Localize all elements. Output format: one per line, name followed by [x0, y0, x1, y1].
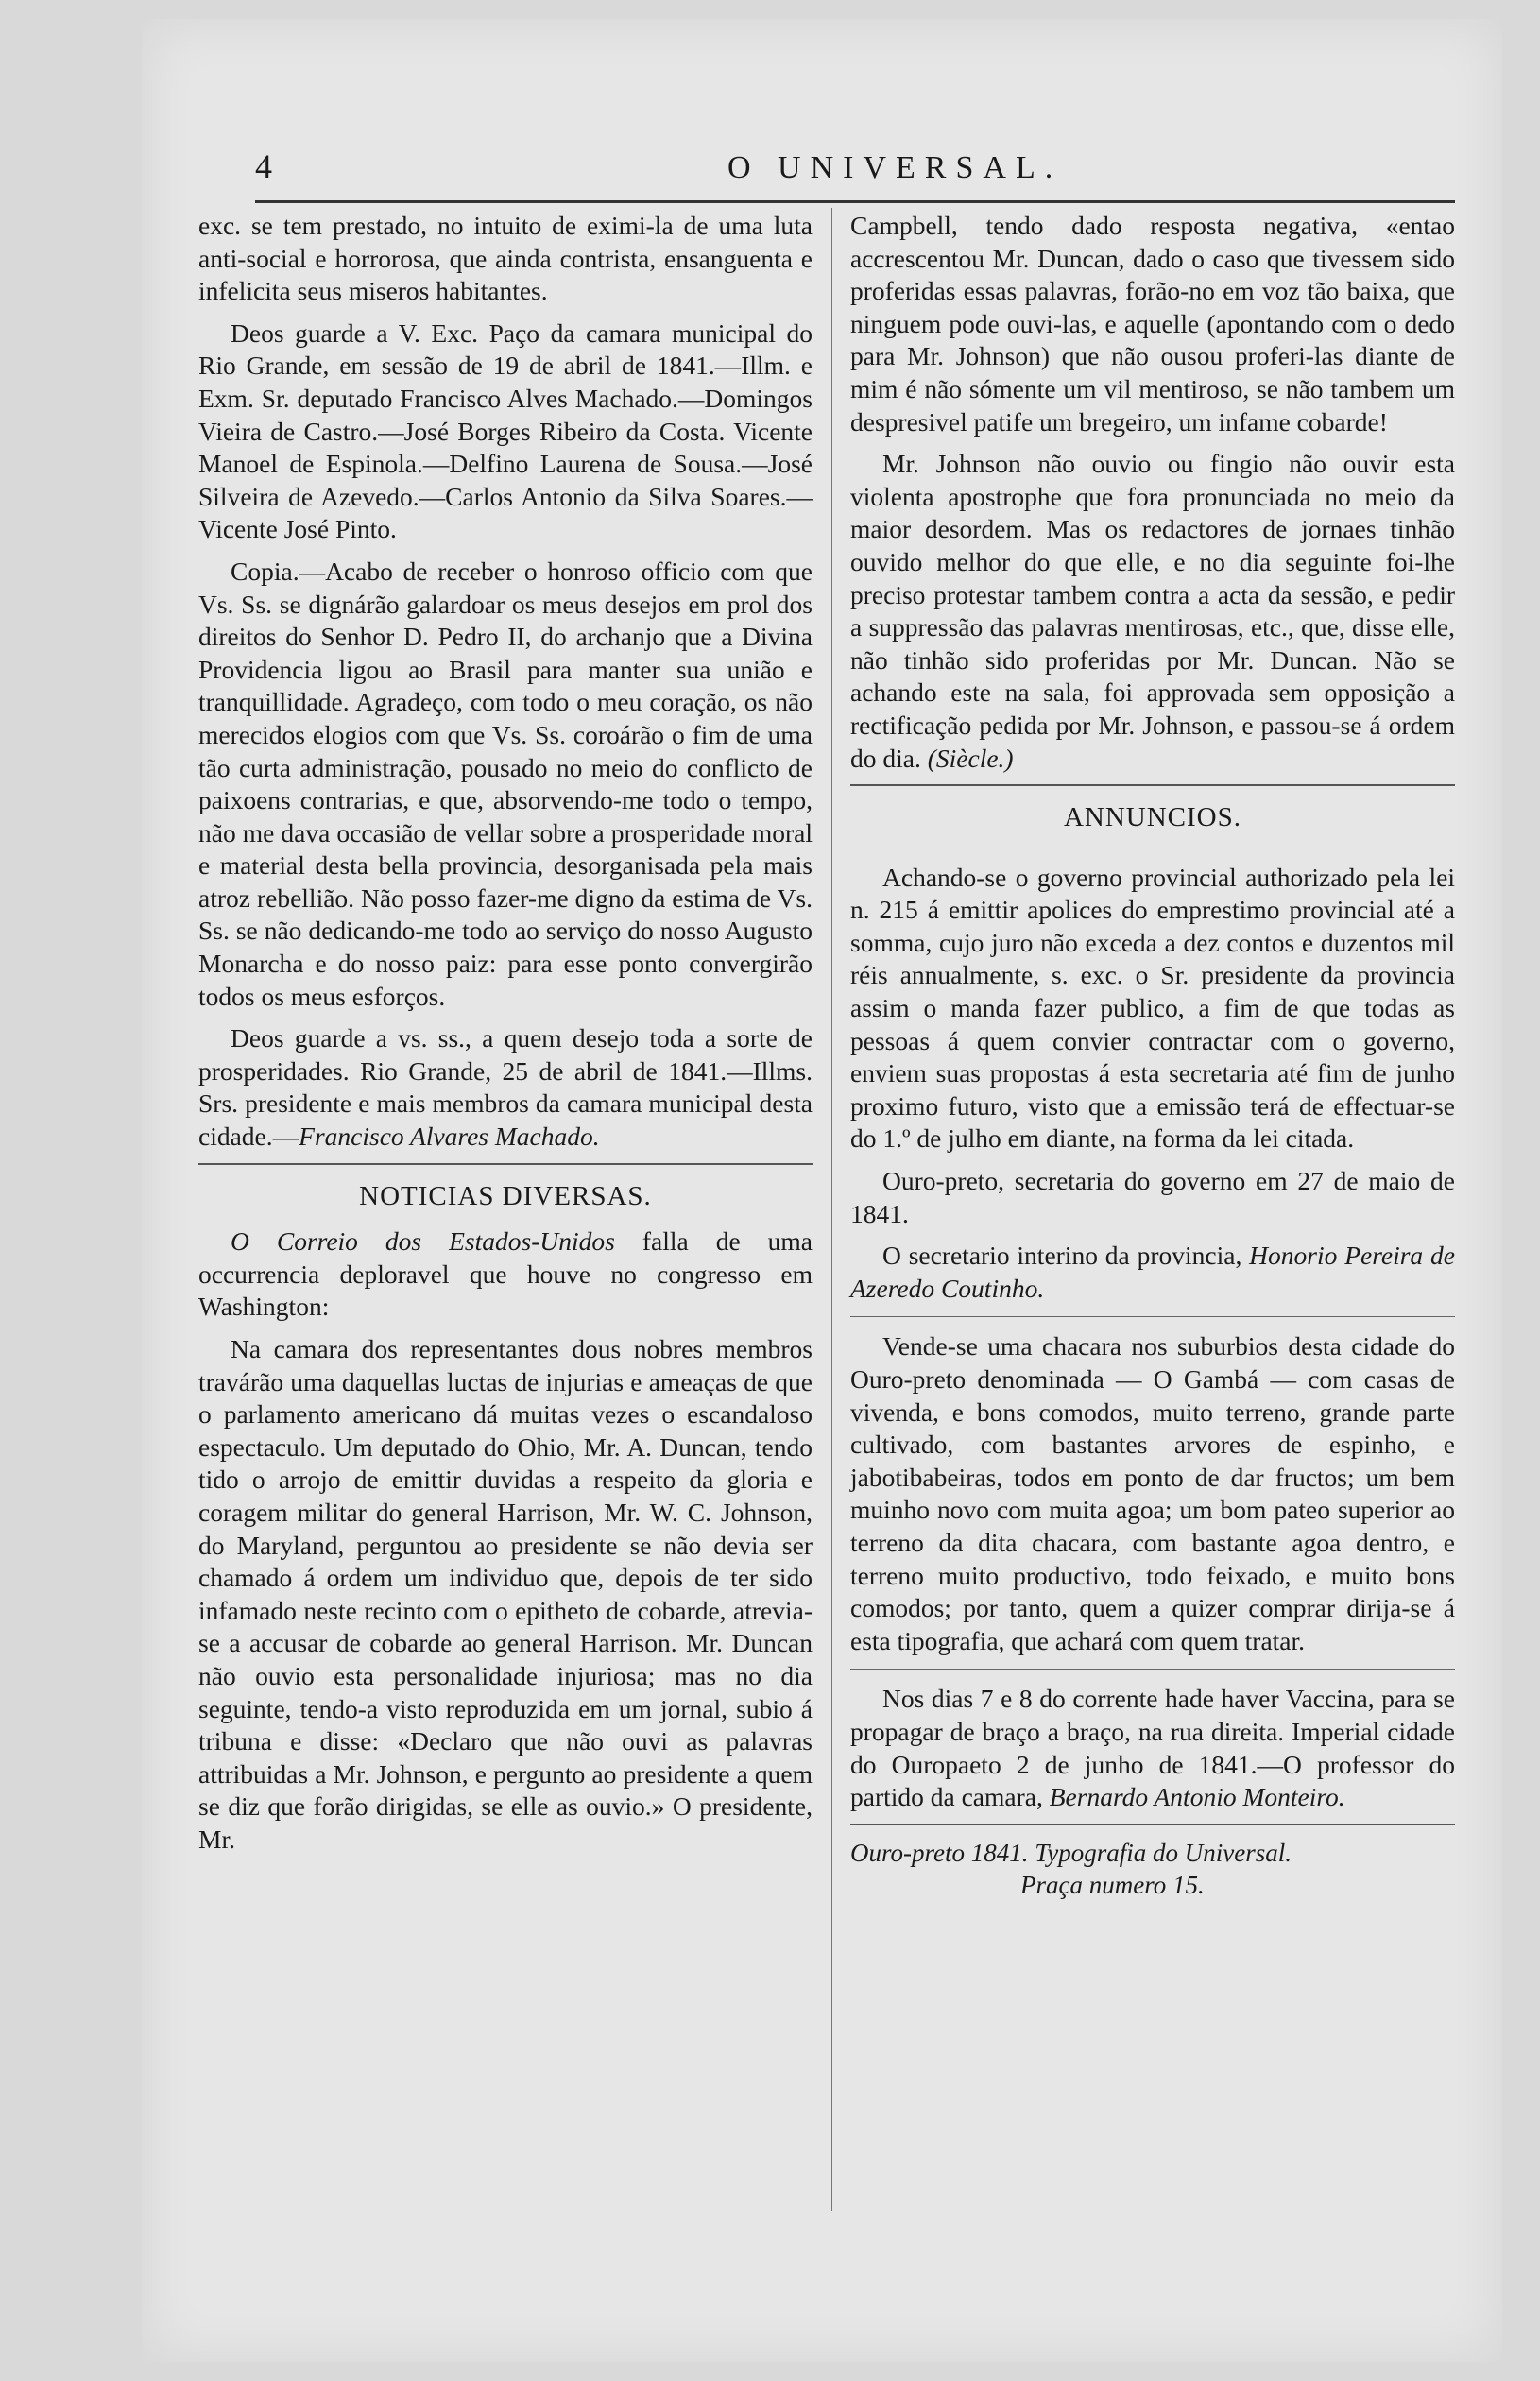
- column-divider: [831, 208, 832, 2211]
- letter-signatories: Deos guarde a V. Exc. Paço da camara municipal do Rio Grande, em sessão de 19 de abril de 1841.—Illm. e Exm. Sr. deputado Francisco Alves Machado.—Domingos Vieira de Castro.—José Borges Ribeiro da Costa. Vicente Manoel de Espinola.—Delfino Laurena de Sousa.—José Silveira de Azevedo.—Carlos Antonio da Silva Soares.—Vicente José Pinto.: [198, 317, 813, 544]
- secretary-title: O secretario interino da provincia,: [882, 1241, 1250, 1271]
- news-intro-text: falla de uma occurrencia deploravel que houve no congresso em Washington:: [198, 1226, 813, 1322]
- announcement-bonds-signature: [850, 1240, 1455, 1305]
- imprint-line1: Ouro-preto 1841. Typografia do Universal.: [850, 1838, 1292, 1867]
- left-column: [198, 210, 813, 1866]
- news-conclusion: [850, 448, 1455, 775]
- news-intro: [198, 1225, 813, 1324]
- news-conclusion-text: Mr. Johnson não ouvio ou fingio não ouvir esta violenta apostrophe que fora pronunciada no meio da maior desordem. Mas os redactores de jornaes tinhão ouvido melhor do que elle, e no dia seguinte foi-lhe preciso protestar tambem contra a acta da sessão, e pedir a suppressão das palavras mentirosas, etc., que, disse elle, não tinhão sido proferidas por Mr. Duncan. Não se achando este na sala, foi approvada sem opposição a rectificação pedida por Mr. Johnson, e passou-se á ordem do dia.: [850, 449, 1455, 773]
- announcement-rule: [850, 1316, 1455, 1317]
- news-continuation: Campbell, tendo dado resposta negativa, «entao accrescentou Mr. Duncan, dado o caso que tivessem sido proferidas essas palavras, forão-no em voz tão baixa, que ninguem pode ouvi-las, e aquelle (apontando com o dedo para Mr. Johnson) que não ousou proferi-las diante de mim é não sómente um vil mentiroso, se não tambem um despresivel patife um bregeiro, um infame cobarde!: [850, 211, 1455, 437]
- page-header: [255, 146, 1483, 194]
- footer-rule: [850, 1824, 1455, 1825]
- announcement-rule: [850, 1669, 1455, 1670]
- header-rule: [255, 200, 1455, 203]
- reply-letter: Copia.—Acabo de receber o honroso officio com que Vs. Ss. se dignárão galardoar os meus desejos em prol dos direitos do Senhor D. Pedro II, do archanjo que a Divina Providencia ligou ao Brasil para manter sua união e tranquillidade. Agradeço, com todo o meu coração, os não merecidos elogios com que Vs. Ss. coroárão o fim de uma tão curta administração, pousado no meio do conflicto de paixoens contrarias, e que, absorvendo-me todo o tempo, não me dava occasião de vellar sobre a prosperidade moral e material desta bella provincia, desorganisada pela mais atroz rebellião. Não posso fazer-me digno da estima de Vs. Ss. se não dedicando-me todo ao serviço do nosso Augusto Monarcha e do nosso paiz: para esse ponto convergirão todos os meus esforços.: [198, 556, 813, 1011]
- reply-signature: Francisco Alvares Machado.: [299, 1122, 600, 1152]
- news-credit: (Siècle.): [927, 743, 1014, 773]
- announcement-vaccina: [850, 1683, 1455, 1813]
- news-article: Na camara dos representantes dous nobres membros travárão uma daquellas luctas de injurias e ameaças de que o parlamento americano dá muitas vezes o escandaloso espectaculo. Um deputado do Ohio, Mr. A. Duncan, tendo tido o arrojo de emittir duvidas a respeito da gloria e coragem militar do general Harrison, Mr. W. C. Johnson, do Maryland, perguntou ao presidente se não devia ser chamado á ordem um individuo que, depois de ter sido infamado neste recinto com o epitheto de cobarde, atrevia-se a accusar de cobarde ao general Harrison. Mr. Duncan não ouvio esta personalidade injuriosa; mas no dia seguinte, tendo-a visto reproduzida em um jornal, subio á tribuna e disse: «Declaro que não ouvi as palavras attribuidas a Mr. Johnson, e pergunto ao presidente a quem se diz que forão dirigidas, se elle as ouvio.» O presidente, Mr.: [198, 1334, 813, 1854]
- section-title-annuncios: ANNUNCIOS.: [1063, 802, 1242, 833]
- section-rule: [850, 784, 1455, 786]
- page-number: 4: [255, 147, 272, 185]
- imprint: [850, 1837, 1455, 1902]
- news-source: O Correio dos Estados-Unidos: [231, 1226, 615, 1257]
- newspaper-title: O UNIVERSAL.: [727, 150, 1063, 185]
- letter-closing: exc. se tem prestado, no intuito de eximi-la de uma luta anti-social e horrorosa, que ainda contrista, ensanguenta e infelicita seus miseros habitantes.: [198, 211, 813, 306]
- secretary-name: Honorio Pereira de Azeredo Coutinho.: [850, 1241, 1455, 1303]
- right-column: [850, 210, 1455, 1902]
- imprint-line2: Praça numero 15.: [1020, 1871, 1205, 1900]
- announcement-chacara: Vende-se uma chacara nos suburbios desta cidade do Ouro-preto denominada — O Gambá — com casas de vivenda, e bons comodos, muito terreno, grande parte cultivado, com bastantes arvores de espinho, e jabotibabeiras, todos em ponto de dar fructos; um bem muinho novo com muita agoa; um bom pateo superior ao terreno da dita chacara, com bastante agoa dentro, e terreno muito productivo, todo feixado, e muito bons comodos; por tanto, quem a quizer comprar dirija-se á esta tipografia, que achará com quem tratar.: [850, 1331, 1455, 1655]
- vaccina-text: Nos dias 7 e 8 do corrente hade haver Vaccina, para se propagar de braço a braço, na rua direita. Imperial cidade do Ouropaeto 2 de junho de 1841.—O professor do partido da camara,: [850, 1684, 1455, 1812]
- reply-closing-text: Deos guarde a vs. ss., a quem desejo toda a sorte de prosperidades. Rio Grande, 25 de abril de 1841.—Illms. Srs. presidente e mais membros da camara municipal desta cidade.—: [198, 1023, 813, 1152]
- announcement-bonds: Achando-se o governo provincial authorizado pela lei n. 215 á emittir apolices do emprestimo provincial até a somma, cujo juro não exceda a dez contos e duzentos mil réis annualmente, s. exc. o Sr. presidente da provincia assim o manda fazer publico, a fim de que todas as pessoas á quem convier contractar com o governo, enviem suas propostas á esta secretaria até fim de junho proximo futuro, visto que a emissão terá de effectuar-se do 1.º de julho em diante, na forma da lei citada.: [850, 862, 1455, 1154]
- section-title-noticias: NOTICIAS DIVERSAS.: [359, 1180, 652, 1211]
- announcement-bonds-date: Ouro-preto, secretaria do governo em 27 de maio de 1841.: [850, 1166, 1455, 1228]
- section-rule: [198, 1163, 813, 1165]
- vaccina-signature: Bernardo Antonio Monteiro.: [1049, 1782, 1345, 1812]
- reply-closing: [198, 1022, 813, 1153]
